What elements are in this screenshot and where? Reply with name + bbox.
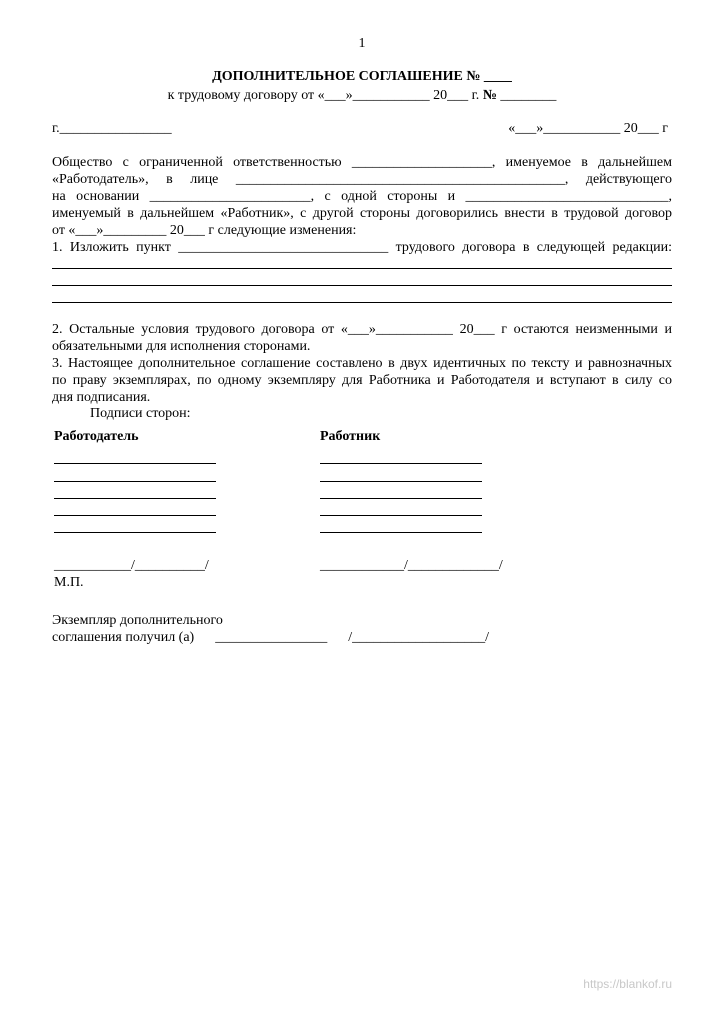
page-number: 1 xyxy=(358,36,366,51)
blank-line xyxy=(52,302,672,303)
subtitle-text: к трудовому договору от «___»___________ 20___ г. xyxy=(167,88,483,103)
intro-line-2: «Работодатель», в лице _______________________________________________, действующего xyxy=(52,172,672,187)
clause-2-line-2: обязательными для исполнения сторонами. xyxy=(52,339,311,354)
signatures-heading: Подписи сторон: xyxy=(90,406,191,421)
employee-detail-line xyxy=(320,498,482,499)
clause-1: 1. Изложить пункт ______________________________ трудового договора в следующей редакции: xyxy=(52,240,672,255)
employer-signature: ___________/__________/ xyxy=(54,558,209,573)
clause-3-line-3: дня подписания. xyxy=(52,390,151,405)
employer-detail-line xyxy=(54,498,216,499)
employer-detail-line xyxy=(54,532,216,533)
employee-detail-line xyxy=(320,481,482,482)
city-field: г.________________ xyxy=(52,121,172,136)
intro-line-4: именуемый в дальнейшем «Работник», с другой стороны договорились внести в трудовой договор xyxy=(52,206,672,221)
employee-signature: ____________/_____________/ xyxy=(320,558,503,573)
date-field: «___»___________ 20___ г xyxy=(508,121,668,136)
blank-line xyxy=(52,268,672,269)
watermark-link: https://blankof.ru xyxy=(583,977,672,991)
stamp-place: М.П. xyxy=(54,575,84,590)
document-subtitle xyxy=(0,88,724,104)
document-title: ДОПОЛНИТЕЛЬНОЕ СОГЛАШЕНИЕ № ____ xyxy=(212,69,512,84)
employee-label: Работник xyxy=(320,429,381,444)
copy-received-line-1: Экземпляр дополнительного xyxy=(52,613,223,628)
employer-detail-line xyxy=(54,481,216,482)
subtitle-tail: ________ xyxy=(496,88,557,103)
subtitle-number-sign: № xyxy=(482,88,497,103)
intro-line-1: Общество с ограниченной ответственностью ____________________, именуемое в дальнейшем xyxy=(52,155,672,170)
intro-line-5: от «___»_________ 20___ г следующие изменения: xyxy=(52,223,357,238)
employer-detail-line xyxy=(54,515,216,516)
employer-label: Работодатель xyxy=(54,429,139,444)
employee-detail-line xyxy=(320,463,482,464)
employer-detail-line xyxy=(54,463,216,464)
intro-line-3: на основании _______________________, с одной стороны и _____________________________, xyxy=(52,189,672,204)
clause-3-line-1: 3. Настоящее дополнительное соглашение составлено в двух идентичных по тексту и равнозначных xyxy=(52,356,672,371)
clause-2-line-1: 2. Остальные условия трудового договора от «___»___________ 20___ г остаются неизменными и xyxy=(52,322,672,337)
employee-detail-line xyxy=(320,515,482,516)
employee-detail-line xyxy=(320,532,482,533)
copy-received-line-2: соглашения получил (а) ________________ /___________________/ xyxy=(52,630,489,645)
clause-3-line-2: по праву экземплярах, по одному экземпляру для Работника и Работодателя и вступают в силу со xyxy=(52,373,672,388)
blank-line xyxy=(52,285,672,286)
